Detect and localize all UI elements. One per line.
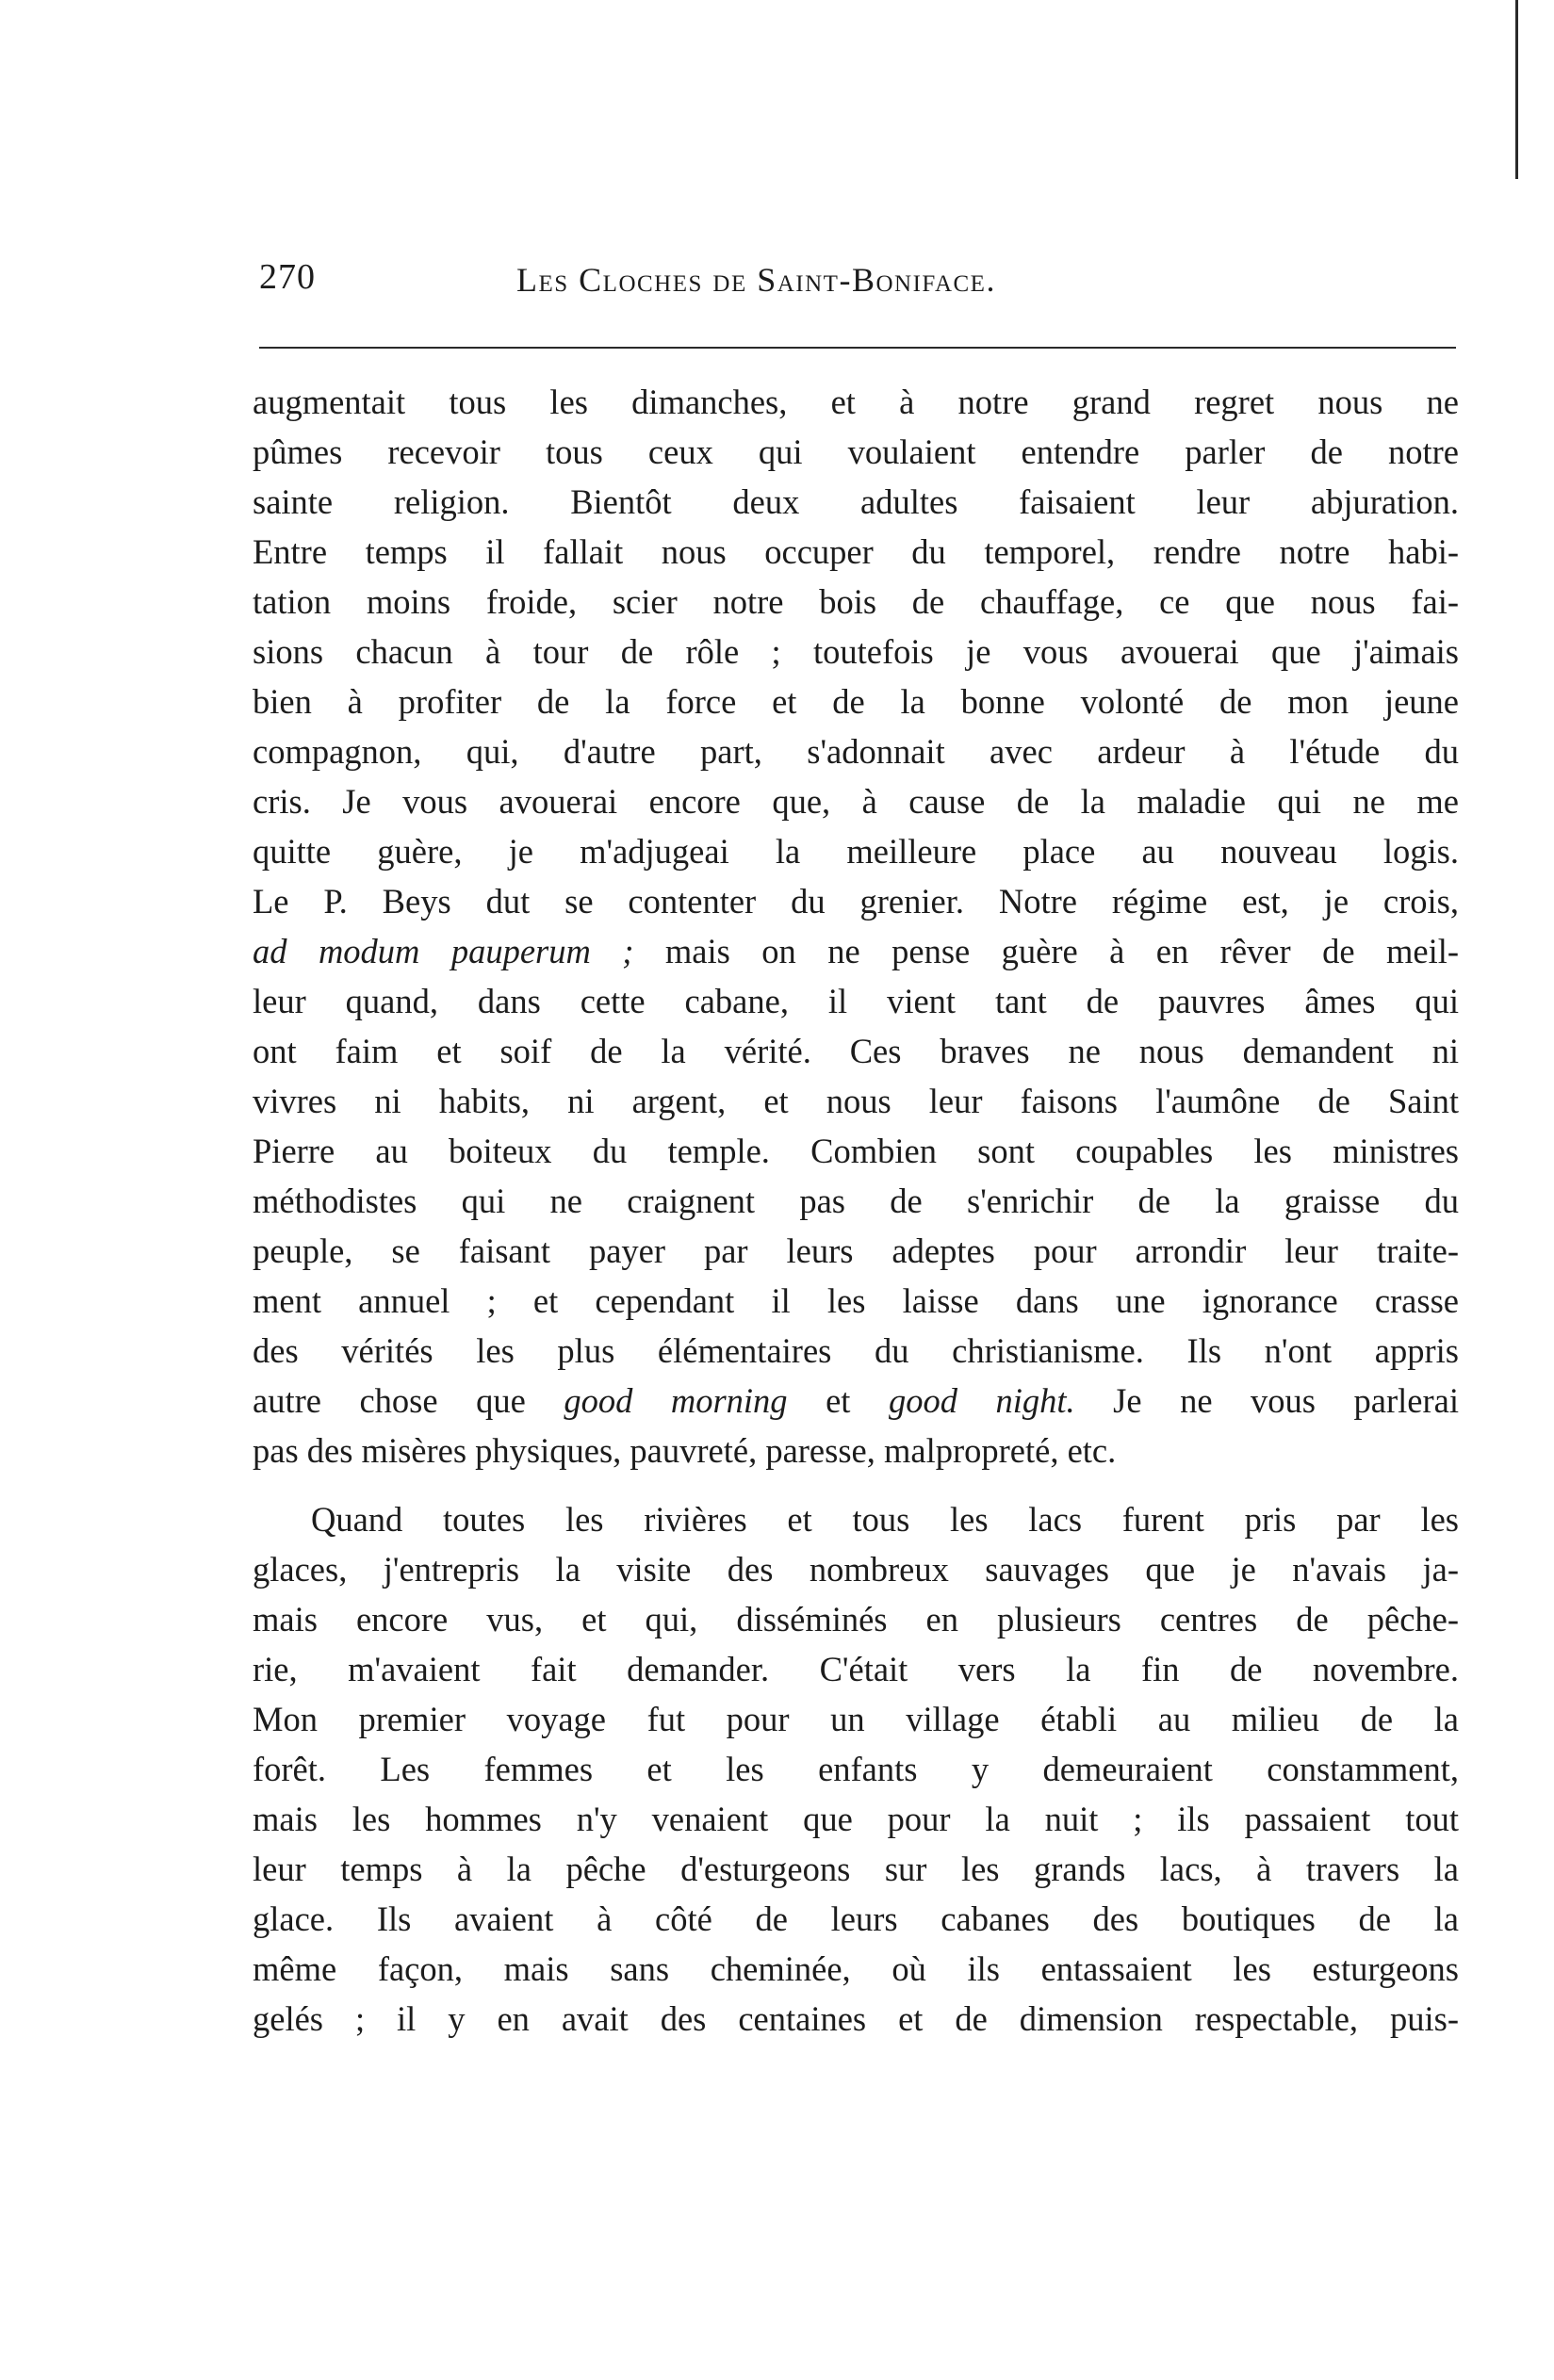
text-line: Le P. Beys dut se contenter du grenier. Notre régime est, je crois, — [253, 882, 1459, 921]
text-line-with-english — [253, 1376, 1459, 1426]
text-line: ment annuel ; et cependant il les laisse dans une ignorance crasse — [253, 1281, 1459, 1320]
text-line: mais les hommes n'y venaient que pour la nuit ; ils passaient tout — [253, 1800, 1459, 1838]
page-number: 270 — [259, 257, 316, 297]
text-line: Pierre au boiteux du temple. Combien sont coupables les ministres — [253, 1132, 1459, 1170]
text-line: vivres ni habits, ni argent, et nous leur faisons l'aumône de Saint — [253, 1082, 1459, 1120]
text-line: mais encore vus, et qui, disséminés en plusieurs centres de pêche- — [253, 1600, 1459, 1638]
text-line: Mon premier voyage fut pour un village établi au milieu de la — [253, 1700, 1459, 1738]
text-line: pas des misères physiques, pauvreté, paresse, malpropreté, etc. — [253, 1431, 1117, 1470]
text-line: augmentait tous les dimanches, et à notre grand regret nous ne — [253, 383, 1459, 421]
line-text: et — [787, 1381, 889, 1420]
line-text: mais on ne pense guère à en rêver de meil- — [633, 932, 1460, 970]
header-rule — [259, 347, 1456, 349]
paragraph-2 — [253, 1494, 1459, 2044]
text-line: méthodistes qui ne craignent pas de s'enrichir de la graisse du — [253, 1182, 1459, 1220]
line-text: Je ne vous parlerai — [1074, 1381, 1459, 1420]
text-line: cris. Je vous avouerai encore que, à cause de la maladie qui ne me — [253, 782, 1459, 821]
text-line: forêt. Les femmes et les enfants y demeuraient constamment, — [253, 1750, 1459, 1788]
text-line: sainte religion. Bientôt deux adultes faisaient leur abjuration. — [253, 482, 1459, 521]
text-line: leur quand, dans cette cabane, il vient tant de pauvres âmes qui — [253, 982, 1459, 1020]
running-header — [259, 256, 1456, 313]
text-line: quitte guère, je m'adjugeai la meilleure place au nouveau logis. — [253, 832, 1459, 871]
text-line-with-latin — [253, 926, 1459, 976]
text-line: glace. Ils avaient à côté de leurs cabanes des boutiques de la — [253, 1899, 1459, 1938]
paragraph-1 — [253, 377, 1459, 1475]
text-line: des vérités les plus élémentaires du christianisme. Ils n'ont appris — [253, 1331, 1459, 1370]
body-text — [253, 377, 1459, 2044]
text-line: tation moins froide, scier notre bois de chauffage, ce que nous fai- — [253, 582, 1459, 621]
text-line: pûmes recevoir tous ceux qui voulaient entendre parler de notre — [253, 432, 1459, 471]
text-line: Quand toutes les rivières et tous les lacs furent pris par les — [311, 1500, 1459, 1539]
english-phrase: good morning — [564, 1381, 788, 1420]
english-phrase: good night. — [888, 1381, 1075, 1420]
text-line: bien à profiter de la force et de la bonne volonté de mon jeune — [253, 682, 1459, 721]
text-line: peuple, se faisant payer par leurs adeptes pour arrondir leur traite- — [253, 1231, 1459, 1270]
text-line: Entre temps il fallait nous occuper du temporel, rendre notre habi- — [253, 532, 1459, 571]
latin-phrase: ad modum pauperum ; — [253, 932, 634, 970]
text-line: rie, m'avaient fait demander. C'était vers la fin de novembre. — [253, 1650, 1459, 1688]
text-line: gelés ; il y en avait des centaines et de dimension respectable, puis- — [253, 1999, 1459, 2038]
line-text: autre chose que — [253, 1381, 564, 1420]
text-line: sions chacun à tour de rôle ; toutefois je vous avouerai que j'aimais — [253, 632, 1459, 671]
text-line: ont faim et soif de la vérité. Ces braves ne nous demandent ni — [253, 1032, 1459, 1070]
text-line: compagnon, qui, d'autre part, s'adonnait avec ardeur à l'étude du — [253, 732, 1459, 771]
running-title: Les Cloches de Saint-Boniface. — [516, 261, 996, 299]
page-edge-rule — [1515, 0, 1518, 179]
text-line: glaces, j'entrepris la visite des nombreux sauvages que je n'avais ja- — [253, 1550, 1459, 1589]
text-line: même façon, mais sans cheminée, où ils entassaient les esturgeons — [253, 1949, 1459, 1988]
text-line: leur temps à la pêche d'esturgeons sur les grands lacs, à travers la — [253, 1850, 1459, 1888]
